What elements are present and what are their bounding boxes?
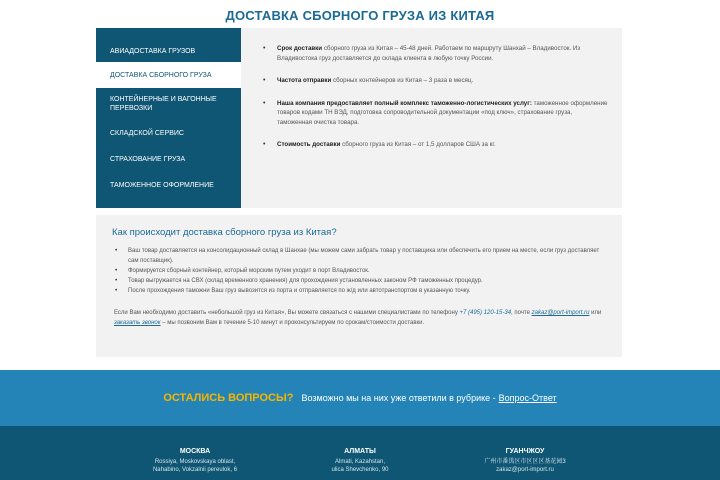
office-city: МОСКВА — [179, 448, 211, 455]
office-address: ulica Shevchenko, 90 — [331, 467, 389, 473]
phone-link[interactable]: +7 (495) 120-15-34 — [459, 310, 512, 316]
info-list — [263, 44, 608, 150]
info-text: сборного груза из Китая – 45-48 дней. Работаем по маршруту Шанхай – Владивосток. Из Владивостока груз доставляется до склада клиента в любую точку России. — [277, 45, 581, 62]
process-steps — [112, 246, 606, 296]
office-city: ГУАНЧЖОУ — [505, 448, 545, 455]
page-title: ДОСТАВКА СБОРНОГО ГРУЗА ИЗ КИТАЯ — [225, 8, 495, 23]
list-item: • Товар выгружается на СВХ (склад временного хранения) для прохождения установленных законом РФ таможенных процедур. — [112, 276, 606, 286]
list-item — [263, 76, 608, 86]
list-item — [263, 140, 608, 150]
questions-text: Возможно мы на них уже ответили в рубрике - — [301, 393, 496, 403]
process-section — [96, 215, 622, 357]
contact-text: – мы позвоним Вам в течение 5-10 минут и проконсультируем по срокам/стоимости доставки. — [160, 320, 425, 326]
process-title: Как происходит доставка сборного груза из Китая? — [112, 227, 337, 238]
list-item: • Ваш товар доставляется на консолидационный склад в Шанхае (мы можем сами забрать товар у поставщика или обеспечить его прием на месте, если груз доставляет сам поставщик). — [112, 246, 606, 266]
faq-link[interactable]: Вопрос-Ответ — [498, 393, 557, 403]
sidebar-item-warehouse-service[interactable] — [96, 120, 241, 146]
contact-text: , почте — [511, 310, 532, 316]
info-term: Срок доставки — [277, 45, 323, 52]
info-text: таможенное оформление товаров кодами ТН ВЭД, подготовка сопроводительной документации «под ключ», страхование груза, таможенная очистка товара. — [277, 99, 608, 126]
sidebar-item-label: СКЛАДСКОЙ СЕРВИС — [110, 129, 184, 137]
office-city: АЛМАТЫ — [344, 448, 376, 455]
office-address: Almati, Kazahstan, — [334, 459, 386, 465]
list-item: • После прохождения таможни Ваш груз вывозится из порта и отправляется по ж/д или автотранспортом в указанную точку. — [112, 286, 606, 296]
footer — [0, 426, 720, 480]
contact-text: или — [589, 310, 602, 316]
sidebar-item-label: АВИАДОСТАВКА ГРУЗОВ — [110, 47, 196, 55]
info-text: сборного груза из Китая – от 1,5 долларов США за кг. — [340, 141, 496, 148]
office-moscow — [115, 448, 275, 474]
services-sidebar — [96, 28, 241, 208]
sidebar-item-label: ДОСТАВКА СБОРНОГО ГРУЗА — [110, 71, 212, 79]
email-link[interactable]: zakaz@port-import.ru — [531, 310, 590, 316]
process-contact — [112, 308, 606, 328]
sidebar-item-consolidated-cargo[interactable] — [96, 62, 241, 88]
info-panel — [241, 28, 622, 208]
sidebar-item-label: ТАМОЖЕННОЕ ОФОРМЛЕНИЕ — [110, 181, 214, 189]
sidebar-item-label: СТРАХОВАНИЕ ГРУЗА — [110, 155, 186, 163]
sidebar-item-cargo-insurance[interactable] — [96, 146, 241, 172]
sidebar-item-container-transport[interactable] — [96, 88, 241, 120]
office-almaty — [280, 448, 440, 474]
questions-band — [0, 370, 720, 426]
info-term: Наша компания предоставляет полный комплекс таможенно-логистических услуг: — [277, 99, 532, 107]
callback-link[interactable]: заказать звонок — [114, 320, 161, 326]
sidebar-item-customs-clearance[interactable] — [96, 172, 241, 198]
sidebar-item-label: КОНТЕЙНЕРНЫЕ И ВАГОННЫЕ ПЕРЕВОЗКИ — [110, 96, 217, 112]
office-guangzhou — [445, 448, 605, 474]
info-term: Частота отправки — [277, 77, 332, 84]
office-address: Rossiya, Moskovskaya oblast, — [154, 459, 236, 465]
office-address: 广州市番禺区市区区区基花园3 — [484, 459, 566, 465]
list-item: • Формируется сборный контейнер, который морским путем уходит в порт Владивосток. — [112, 266, 606, 276]
services-section — [96, 28, 622, 208]
contact-text: Если Вам необходимо доставить «небольшой груз из Китая», Вы можете связаться с нашими специалистами по телефону — [114, 310, 460, 316]
list-item — [263, 99, 608, 128]
info-text: сборных контейнеров из Китая – 3 раза в месяц. — [331, 77, 474, 84]
info-term: Стоимость доставки — [277, 141, 341, 148]
questions-title: ОСТАЛИСЬ ВОПРОСЫ? — [163, 392, 294, 404]
office-email[interactable]: zakaz@port-import.ru — [496, 467, 554, 473]
list-item — [263, 44, 608, 63]
office-address: Nahabino, Vokzalnii pereulok, 6 — [152, 467, 238, 473]
sidebar-item-air-delivery[interactable] — [96, 40, 241, 62]
